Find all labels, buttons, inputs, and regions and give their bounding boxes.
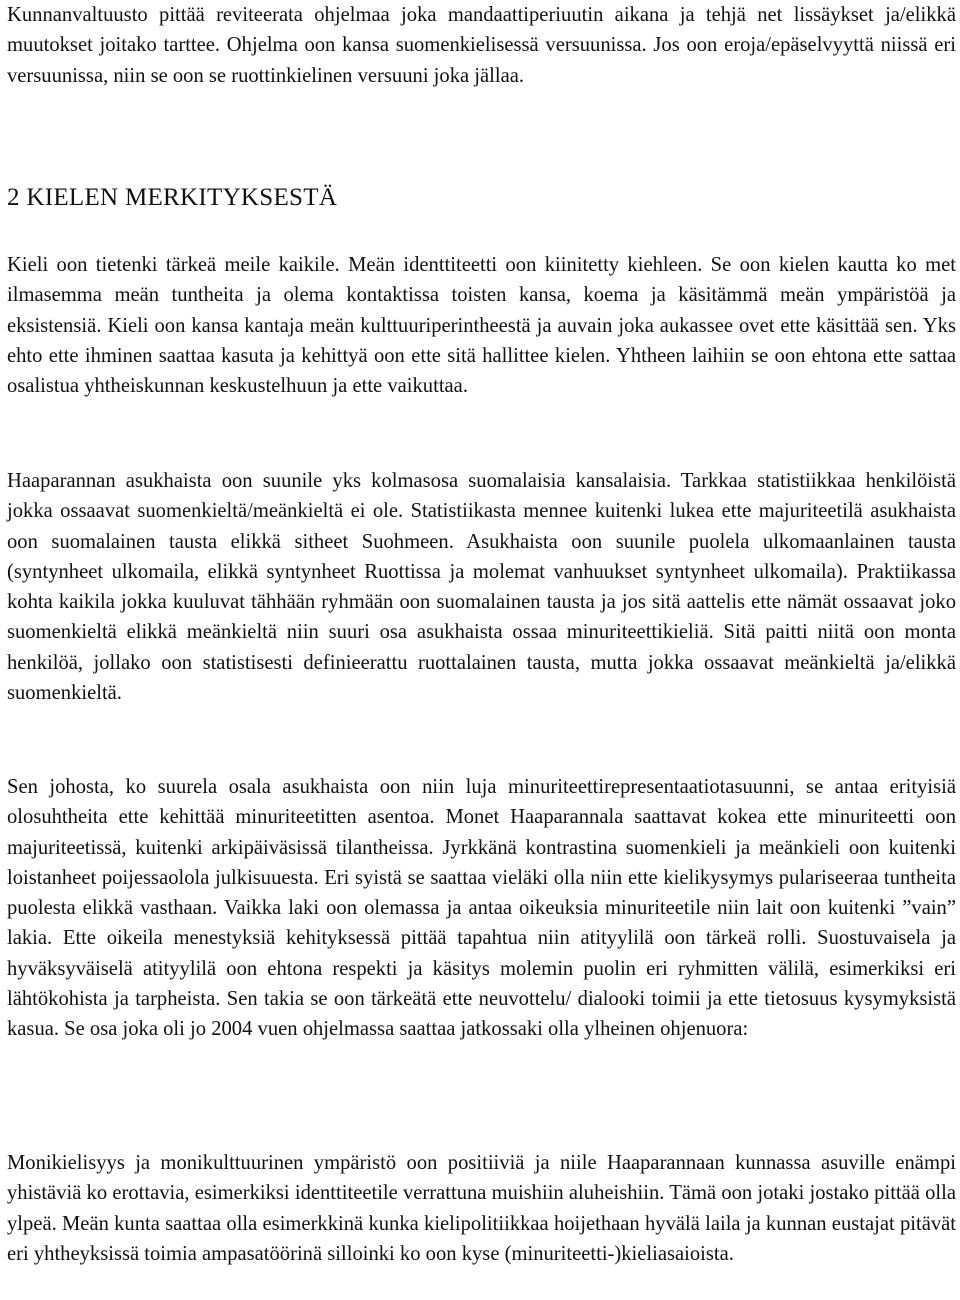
body-paragraph-4: Monikielisyys ja monikulttuurinen ympäristö oon positiiviä ja niile Haaparannaan kunnassa asuville enämpi yhistäviä ko erottavia, esimerkiksi identtiteetile verrattuna muishiin aluheishiin. Tämä oon jotaki jostako pittää olla ylpeä. Meän kunta saattaa olla esimerkkinä kunka kielipolitiikkaa hoijethaan hyvälä laila ja kunnan eustajat pitävät eri yhtheyksissä toimia ampasatöörinä silloinki ko oon kyse (minuriteetti-)kieliasaioista.	[7, 1152, 956, 1265]
section-heading: 2 KIELEN MERKITYKSESTÄ	[7, 184, 338, 211]
intro-paragraph: Kunnanvaltuusto pittää reviteerata ohjelmaa joka mandaattiperiuutin aikana ja tehjä net lissäykset ja/elikkä muutokset joitako tarttee. Ohjelma oon kansa suomenkielisessä versuunissa. Jos oon eroja/epäselvyyttä niissä eri versuunissa, niin se oon se ruottinkielinen versuuni joka jällaa.	[7, 4, 956, 87]
body-paragraph-3: Sen johosta, ko suurela osala asukhaista oon niin luja minuriteettirepresentaatiotasuunni, se antaa erityisiä olosuhtheita ette kehittää minuriteetitten asentoa. Monet Haaparannala saattavat kokea ette minuriteetti oon majuriteetissä, kuitenki arkipäiväsissä tilantheissa. Jyrkkänä kontrastina suomenkieli ja meänkieli oon kuitenki loistanheet poijessaolola julkisuuesta. Eri syistä se saattaa vieläki olla niin ette kielikysymys pulariseeraa tuntheita puolesta elikkä vasthaan. Vaikka laki oon olemassa ja antaa oikeuksia minuriteetile niin lait oon kuitenki ”vain” lakia. Ette oikeila menestyksiä kehityksessä pittää tapahtua niin atityylilä oon tärkeä rolli. Suostuvaisela ja hyväksyväiselä atityylilä oon ehtona respekti ja käsitys molemin puolin eri ryhmitten välilä, esimerkiksi eri lähtökohista ja tarpheista. Sen takia se oon tärkeätä ette neuvottelu/ dialooki toimii ja ette tietosuus kysymyksistä kasua. Se osa joka oli jo 2004 vuen ohjelmassa saattaa jatkossaki olla ylheinen ohjenuora:	[7, 776, 956, 1041]
body-paragraph-1: Kieli oon tietenki tärkeä meile kaikile. Meän identtiteetti oon kiinitetty kiehleen. Se oon kielen kautta ko met ilmasemma meän tuntheita ja olema kontaktissa toisten kansa, koema ja käsitämmä meän ympäristöä ja eksistensiä. Kieli oon kansa kantaja meän kulttuuriperintheestä ja auvain joka aukassee ovet ette käsittää sen. Yks ehto ette ihminen saattaa kasuta ja kehittyä oon ette sitä hallittee kielen. Yhtheen laihiin se oon ehtona ette sattaa osalistua yhtheiskunnan keskustelhuun ja ette vaikuttaa.	[7, 254, 956, 398]
body-paragraph-2: Haaparannan asukhaista oon suunile yks kolmasosa suomalaisia kansalaisia. Tarkkaa statistiikkaa henkilöistä jokka ossaavat suomenkieltä/meänkieltä ei ole. Statistiikasta mennee kuitenki lukea ette majuriteetilä asukhaista oon suomalainen tausta elikkä sitheet Suohmeen. Asukhaista oon suunile puolela ulkomaanlainen tausta (syntynheet ulkomaila, elikkä syntynheet Ruottissa ja molemat vanhuukset syntynheet ulkomaila). Praktiikassa kohta kaikila jokka kuuluvat tähhään ryhmään oon suomalainen tausta ja jos sitä aattelis ette nämät ossaavat joko suomenkieltä elikkä meänkieltä niin suuri osa asukhaista ossaa minuriteettikieliä. Sitä paitti niitä oon monta henkilöä, jollako oon statistisesti definieerattu ruottalainen tausta, mutta jokka ossaavat meänkieltä ja/elikkä suomenkieltä.	[7, 470, 956, 705]
